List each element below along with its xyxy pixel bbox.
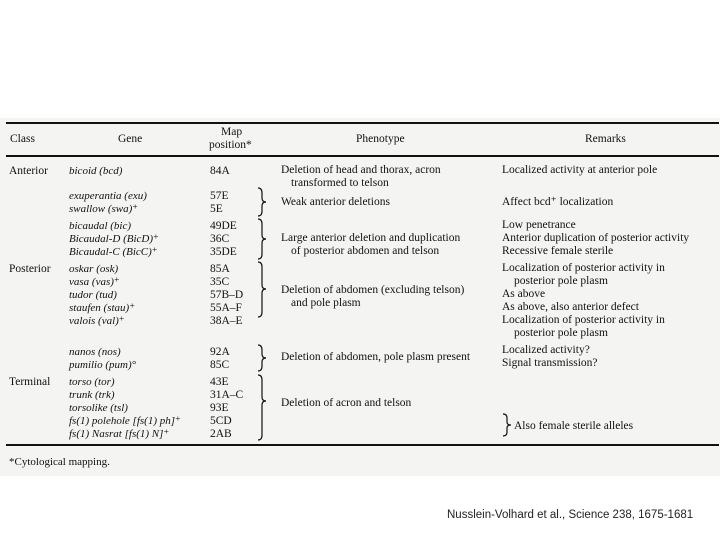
bottom-rule [6,444,719,446]
top-rule [6,122,719,124]
gene-name: fs(1) polehole [fs(1) ph]⁺ [69,415,181,427]
map-position: 35DE [210,246,237,258]
map-position: 38A–E [210,315,243,327]
map-position: 49DE [210,220,237,232]
remark-text: As above [502,288,546,300]
phenotype-text: of posterior abdomen and telson [291,245,440,257]
header-phenotype: Phenotype [356,133,405,145]
map-position: 92A [210,346,230,358]
map-position: 55A–F [210,302,242,314]
map-position: 57E [210,190,229,202]
remark-text: Signal transmission? [502,357,598,369]
map-position: 5CD [210,415,232,427]
table-footnote: *Cytological mapping. [9,456,110,468]
remark-text: As above, also anterior defect [502,301,639,313]
map-position: 84A [210,165,230,177]
gene-name: vasa (vas)⁺ [69,276,120,288]
header-rule [6,155,719,157]
remark-text: Affect bcd⁺ localization [502,196,614,208]
header-position: position* [209,139,252,151]
gene-name: exuperantia (exu) [69,190,147,202]
remark-text: Localized activity at anterior pole [502,164,658,176]
remark-text: Recessive female sterile [502,245,614,257]
gene-name: bicoid (bcd) [69,165,123,177]
remark-text: Localized activity? [502,344,590,356]
gene-name: nanos (nos) [69,346,121,358]
map-position: 85A [210,263,230,275]
header-class: Class [10,133,35,145]
remark-text: Also female sterile alleles [514,420,634,432]
class-posterior: Posterior [9,263,51,275]
gene-name: Bicaudal-C (BicC)⁺ [69,246,158,258]
remark-text: Localization of posterior activity in [502,314,665,326]
remark-text: Localization of posterior activity in [502,262,665,274]
map-position: 5E [210,203,223,215]
gene-name: fs(1) Nasrat [fs(1) N]⁺ [69,428,170,440]
gene-name: pumilio (pum)° [69,359,137,371]
phenotype-text: Deletion of head and thorax, acron [281,164,441,176]
phenotype-text: Large anterior deletion and duplication [281,232,461,244]
phenotype-text: Deletion of acron and telson [281,397,412,409]
gene-name: trunk (trk) [69,389,115,401]
map-position: 57B–D [210,289,244,301]
header-gene: Gene [118,133,143,145]
gene-name: torso (tor) [69,376,115,388]
map-position: 93E [210,402,229,414]
class-terminal: Terminal [9,376,51,388]
gene-name: staufen (stau)⁺ [69,302,135,314]
map-position: 31A–C [210,389,244,401]
phenotype-text: and pole plasm [291,297,361,309]
header-remarks: Remarks [585,133,626,145]
phenotype-text: Deletion of abdomen (excluding telson) [281,284,465,296]
gene-name: oskar (osk) [69,263,119,275]
phenotype-text: Deletion of abdomen, pole plasm present [281,351,471,363]
gene-name: tudor (tud) [69,289,117,301]
gene-name: swallow (swa)⁺ [69,203,139,215]
phenotype-text: Weak anterior deletions [281,196,390,208]
citation-credit: Nusslein-Volhard et al., Science 238, 1675-1681 [447,509,694,521]
map-position: 36C [210,233,230,245]
header-map: Map [221,126,243,138]
remark-text: Anterior duplication of posterior activity [502,232,690,244]
map-position: 35C [210,276,230,288]
remark-text: posterior pole plasm [514,327,608,339]
gene-name: bicaudal (bic) [69,220,132,232]
remark-text: Low penetrance [502,219,576,231]
phenotype-text: transformed to telson [291,177,389,189]
map-position: 43E [210,376,229,388]
map-position: 2AB [210,428,232,440]
remark-text: posterior pole plasm [514,275,608,287]
class-anterior: Anterior [9,165,48,177]
gene-name: Bicaudal-D (BicD)⁺ [69,233,159,245]
gene-name: valois (val)⁺ [69,315,125,327]
gene-name: torsolike (tsl) [69,402,128,414]
map-position: 85C [210,359,230,371]
